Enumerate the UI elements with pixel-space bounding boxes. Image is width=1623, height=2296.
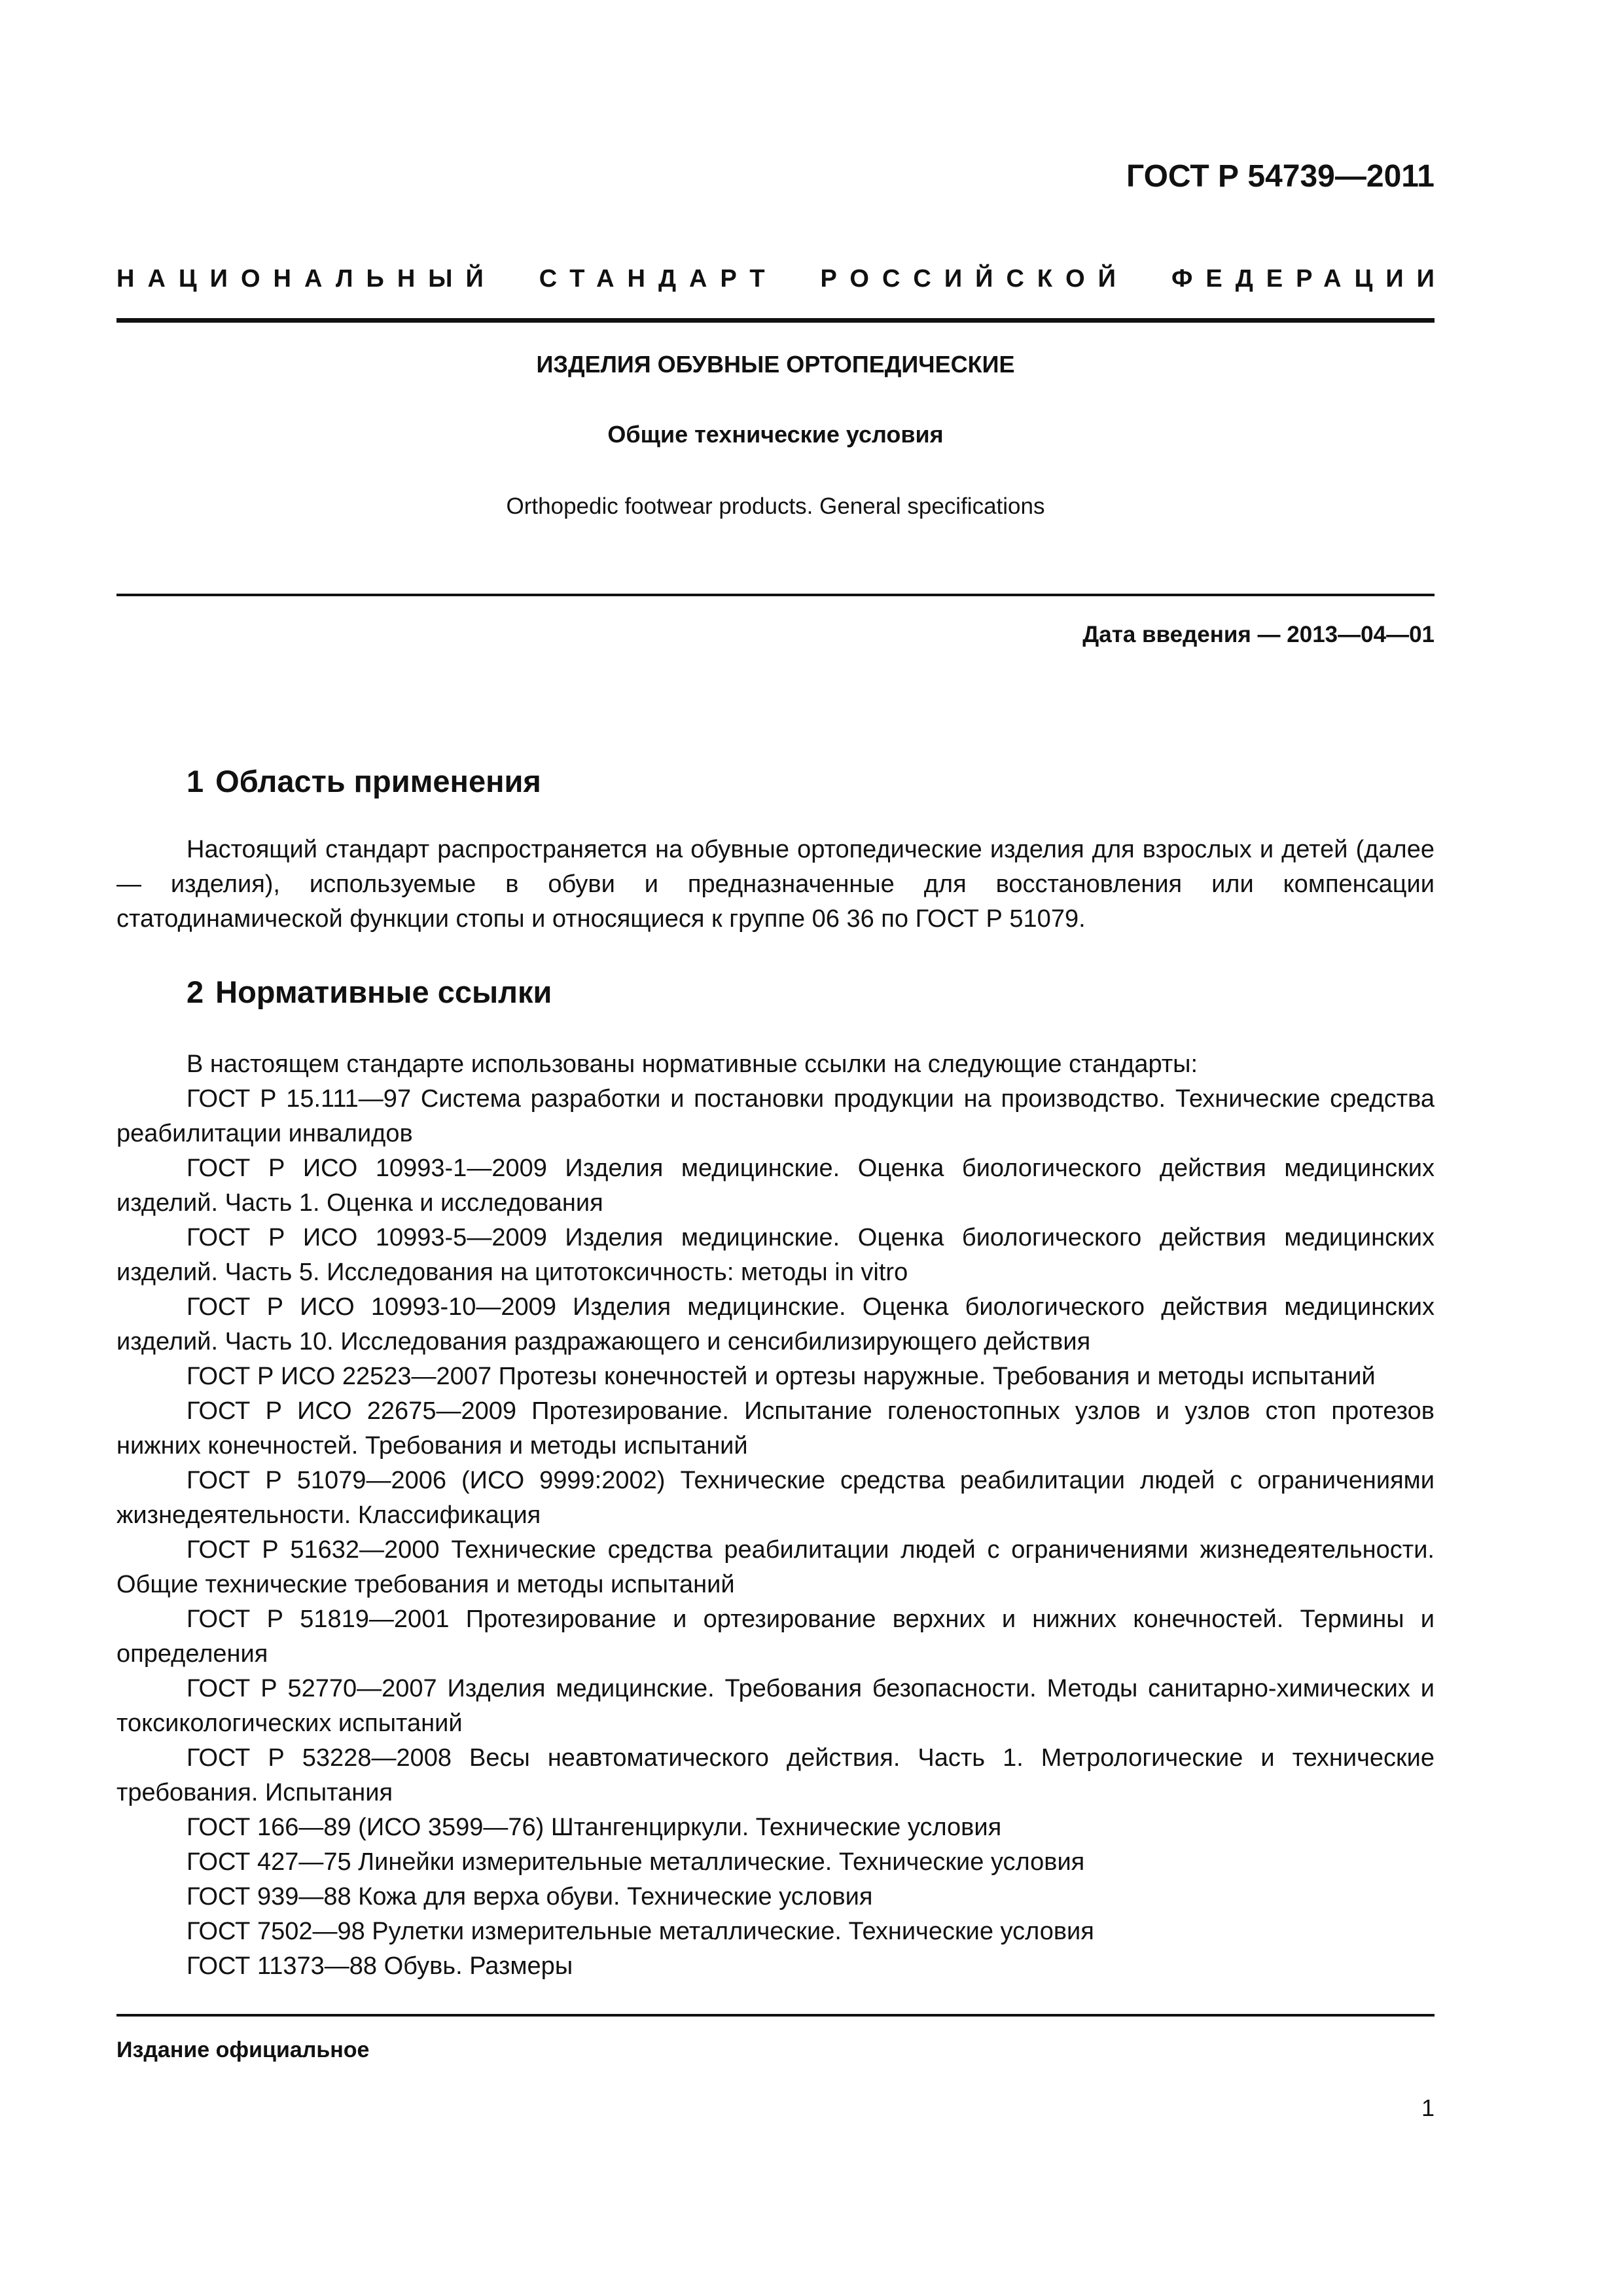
- page-number: 1: [1421, 2094, 1435, 2121]
- national-standard-line: [116, 265, 1448, 293]
- national-word: ФЕДЕРАЦИИ: [1171, 265, 1448, 293]
- section-title: Область применения: [215, 764, 541, 798]
- reference-item: ГОСТ Р ИСО 10993-1—2009 Изделия медицинские. Оценка биологического действия медицинских изделий. Часть 1. Оценка и исследования: [116, 1155, 1435, 1217]
- reference-item: ГОСТ Р 53228—2008 Весы неавтоматического действия. Часть 1. Метрологические и технические требования. Испытания: [116, 1744, 1435, 1806]
- scope-paragraph: Настоящий стандарт распространяется на обувные ортопедические изделия для взрослых и детей (далее — изделия), используемые в обуви и предназначенные для восстановления или компенсации статодинамической функции стопы и относящиеся к группе 06 36 по ГОСТ Р 51079.: [116, 836, 1435, 933]
- reference-item: ГОСТ Р ИСО 10993-10—2009 Изделия медицинские. Оценка биологического действия медицинских изделий. Часть 10. Исследования раздражающего и сенсибилизирующего действия: [116, 1293, 1435, 1355]
- title-divider: [116, 594, 1435, 596]
- reference-item: ГОСТ Р 15.111—97 Система разработки и постановки продукции на производство. Технические средства реабилитации инвалидов: [116, 1085, 1435, 1147]
- reference-item: ГОСТ Р ИСО 22675—2009 Протезирование. Испытание голеностопных узлов и узлов стоп протезов нижних конечностей. Требования и методы испытаний: [116, 1397, 1435, 1460]
- reference-item: ГОСТ 427—75 Линейки измерительные металлические. Технические условия: [187, 1848, 1085, 1876]
- official-edition-label: Издание официальное: [116, 2037, 370, 2062]
- document-title: ИЗДЕЛИЯ ОБУВНЫЕ ОРТОПЕДИЧЕСКИЕ: [536, 351, 1015, 378]
- references-intro: В настоящем стандарте использованы нормативные ссылки на следующие стандарты:: [187, 1050, 1198, 1078]
- reference-item: ГОСТ Р 51079—2006 (ИСО 9999:2002) Технические средства реабилитации людей с ограничениями жизнедеятельности. Классификация: [116, 1467, 1435, 1529]
- reference-item: ГОСТ 939—88 Кожа для верха обуви. Технические условия: [187, 1883, 873, 1910]
- document-number: ГОСТ Р 54739—2011: [1126, 159, 1435, 194]
- footer-divider: [116, 2014, 1435, 2017]
- section-title: Нормативные ссылки: [215, 975, 552, 1009]
- national-word: СТАНДАРТ: [539, 265, 778, 293]
- section-number: 1: [187, 764, 204, 798]
- introduction-date: Дата введения — 2013—04—01: [1082, 622, 1435, 647]
- english-title: Orthopedic footwear products. General specifications: [506, 493, 1045, 519]
- reference-item: ГОСТ Р ИСО 22523—2007 Протезы конечностей и ортезы наружные. Требования и методы испытаний: [187, 1363, 1376, 1390]
- national-word: НАЦИОНАЛЬНЫЙ: [116, 265, 497, 293]
- reference-item: ГОСТ 166—89 (ИСО 3599—76) Штангенциркули. Технические условия: [187, 1814, 1002, 1841]
- normative-references-list: [116, 1047, 1435, 1984]
- reference-item: ГОСТ Р 51632—2000 Технические средства реабилитации людей с ограничениями жизнедеятельности. Общие технические требования и методы испытаний: [116, 1536, 1435, 1598]
- reference-item: ГОСТ Р ИСО 10993-5—2009 Изделия медицинские. Оценка биологического действия медицинских изделий. Часть 5. Исследования на цитотоксичность: методы in vitro: [116, 1224, 1435, 1286]
- reference-item: ГОСТ 7502—98 Рулетки измерительные металлические. Технические условия: [187, 1918, 1094, 1945]
- section-heading-normative-references: [187, 974, 552, 1010]
- document-subtitle: Общие технические условия: [607, 421, 944, 448]
- reference-item: ГОСТ 11373—88 Обувь. Размеры: [187, 1952, 573, 1980]
- header-divider: [116, 318, 1435, 323]
- section-heading-scope: [187, 763, 541, 799]
- reference-item: ГОСТ Р 52770—2007 Изделия медицинские. Требования безопасности. Методы санитарно-химических и токсикологических испытаний: [116, 1675, 1435, 1737]
- section-number: 2: [187, 975, 204, 1009]
- reference-item: ГОСТ Р 51819—2001 Протезирование и ортезирование верхних и нижних конечностей. Термины и определения: [116, 1605, 1435, 1668]
- national-word: РОССИЙСКОЙ: [820, 265, 1129, 293]
